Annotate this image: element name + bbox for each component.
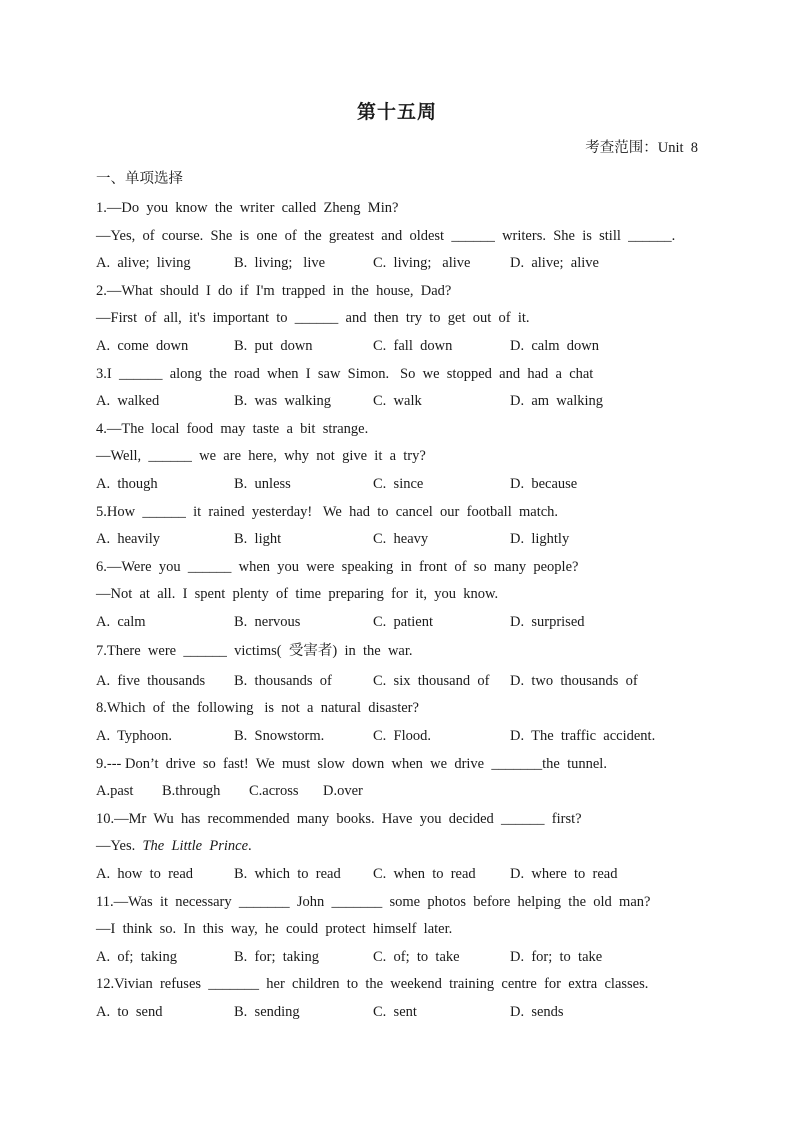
option-a[interactable]: A. alive; living [96, 255, 191, 271]
question-12-stem: 12.Vivian refuses _______ her children to the weekend training centre for extra classes. [96, 976, 649, 992]
option-d[interactable]: D. calm down [510, 338, 599, 354]
option-a[interactable]: A. of; taking [96, 949, 177, 965]
question-5-stem: 5.How ______ it rained yesterday! We had to cancel our football match. [96, 504, 559, 520]
option-c[interactable]: C.across [249, 783, 299, 799]
option-d[interactable]: D. for; to take [510, 949, 603, 965]
option-a[interactable]: A. five thousands [96, 673, 206, 689]
question-1-stem: 1.—Do you know the writer called Zheng Min? [96, 200, 399, 216]
option-c[interactable]: C. walk [373, 393, 422, 409]
option-b[interactable]: B. living; live [234, 255, 326, 271]
option-a[interactable]: A. Typhoon. [96, 728, 173, 744]
option-c[interactable]: C. living; alive [373, 255, 471, 271]
option-c[interactable]: C. of; to take [373, 949, 460, 965]
option-c[interactable]: C. heavy [373, 531, 429, 547]
option-b[interactable]: B. which to read [234, 866, 341, 882]
option-c[interactable]: C. six thousand of [373, 673, 490, 689]
page-title: 第十五周 [356, 101, 437, 123]
answer-prefix: —Yes. [96, 838, 143, 854]
question-2-options [96, 337, 716, 355]
option-b[interactable]: B. thousands of [234, 673, 332, 689]
question-10-options [96, 865, 716, 883]
option-d[interactable]: D. sends [510, 1004, 564, 1020]
option-a[interactable]: A. walked [96, 393, 160, 409]
question-7-stem: 7.There were ______ victims( 受害者) in the war. [96, 643, 413, 659]
option-b[interactable]: B. for; taking [234, 949, 319, 965]
question-10-stem: 10.—Mr Wu has recommended many books. Have you decided ______ first? [96, 811, 582, 827]
question-4-options [96, 475, 716, 493]
question-12-options [96, 1003, 716, 1021]
exam-scope: 考查范围：Unit 8 [585, 140, 698, 156]
option-d[interactable]: D. alive; alive [510, 255, 599, 271]
question-6-options [96, 613, 716, 631]
option-d[interactable]: D. The traffic accident. [510, 728, 656, 744]
question-3-stem: 3.I ______ along the road when I saw Simon. So we stopped and had a chat [96, 366, 594, 382]
question-3-options [96, 392, 716, 410]
option-d[interactable]: D. surprised [510, 614, 585, 630]
option-c[interactable]: C. Flood. [373, 728, 432, 744]
option-a[interactable]: A. heavily [96, 531, 161, 547]
question-2-stem: 2.—What should I do if I'm trapped in the house, Dad? [96, 283, 452, 299]
question-2-dialog: —First of all, it's important to ______ and then try to get out of it. [96, 310, 530, 326]
option-b[interactable]: B. was walking [234, 393, 332, 409]
option-d[interactable]: D. where to read [510, 866, 618, 882]
option-a[interactable]: A.past [96, 783, 134, 799]
option-b[interactable]: B. light [234, 531, 282, 547]
option-b[interactable]: B.through [162, 783, 221, 799]
option-d[interactable]: D. lightly [510, 531, 570, 547]
question-6-stem: 6.—Were you ______ when you were speaking in front of so many people? [96, 559, 579, 575]
option-d[interactable]: D.over [323, 783, 363, 799]
option-c[interactable]: C. sent [373, 1004, 417, 1020]
question-4-stem: 4.—The local food may taste a bit strange. [96, 421, 369, 437]
option-a[interactable]: A. how to read [96, 866, 194, 882]
question-8-options [96, 727, 716, 745]
option-c[interactable]: C. since [373, 476, 424, 492]
question-11-options [96, 948, 716, 966]
option-a[interactable]: A. to send [96, 1004, 163, 1020]
option-d[interactable]: D. because [510, 476, 578, 492]
option-c[interactable]: C. patient [373, 614, 434, 630]
option-b[interactable]: B. unless [234, 476, 291, 492]
question-4-dialog: —Well, ______ we are here, why not give it a try? [96, 448, 426, 464]
question-8-stem: 8.Which of the following is not a natural disaster? [96, 700, 419, 716]
question-9-stem: 9.--- Don’t drive so fast! We must slow down when we drive _______the tunnel. [96, 756, 607, 772]
question-10-dialog [96, 837, 252, 855]
option-a[interactable]: A. though [96, 476, 158, 492]
option-c[interactable]: C. when to read [373, 866, 476, 882]
question-7-options [96, 672, 716, 690]
option-b[interactable]: B. nervous [234, 614, 301, 630]
answer-suffix: . [248, 838, 252, 854]
question-11-stem: 11.—Was it necessary _______ John _______ some photos before helping the old man? [96, 894, 651, 910]
question-9-options [96, 782, 716, 800]
section-heading: 一、单项选择 [96, 171, 183, 187]
question-1-options [96, 254, 716, 272]
option-b[interactable]: B. put down [234, 338, 313, 354]
book-title: The Little Prince [142, 838, 248, 854]
question-11-dialog: —I think so. In this way, he could protect himself later. [96, 921, 453, 937]
option-b[interactable]: B. Snowstorm. [234, 728, 325, 744]
option-a[interactable]: A. calm [96, 614, 146, 630]
option-d[interactable]: D. two thousands of [510, 673, 638, 689]
option-a[interactable]: A. come down [96, 338, 189, 354]
question-1-dialog: —Yes, of course. She is one of the greatest and oldest ______ writers. She is still ______. [96, 228, 676, 244]
question-6-dialog: —Not at all. I spent plenty of time preparing for it, you know. [96, 586, 499, 602]
option-c[interactable]: C. fall down [373, 338, 453, 354]
option-b[interactable]: B. sending [234, 1004, 300, 1020]
option-d[interactable]: D. am walking [510, 393, 604, 409]
question-5-options [96, 530, 716, 548]
